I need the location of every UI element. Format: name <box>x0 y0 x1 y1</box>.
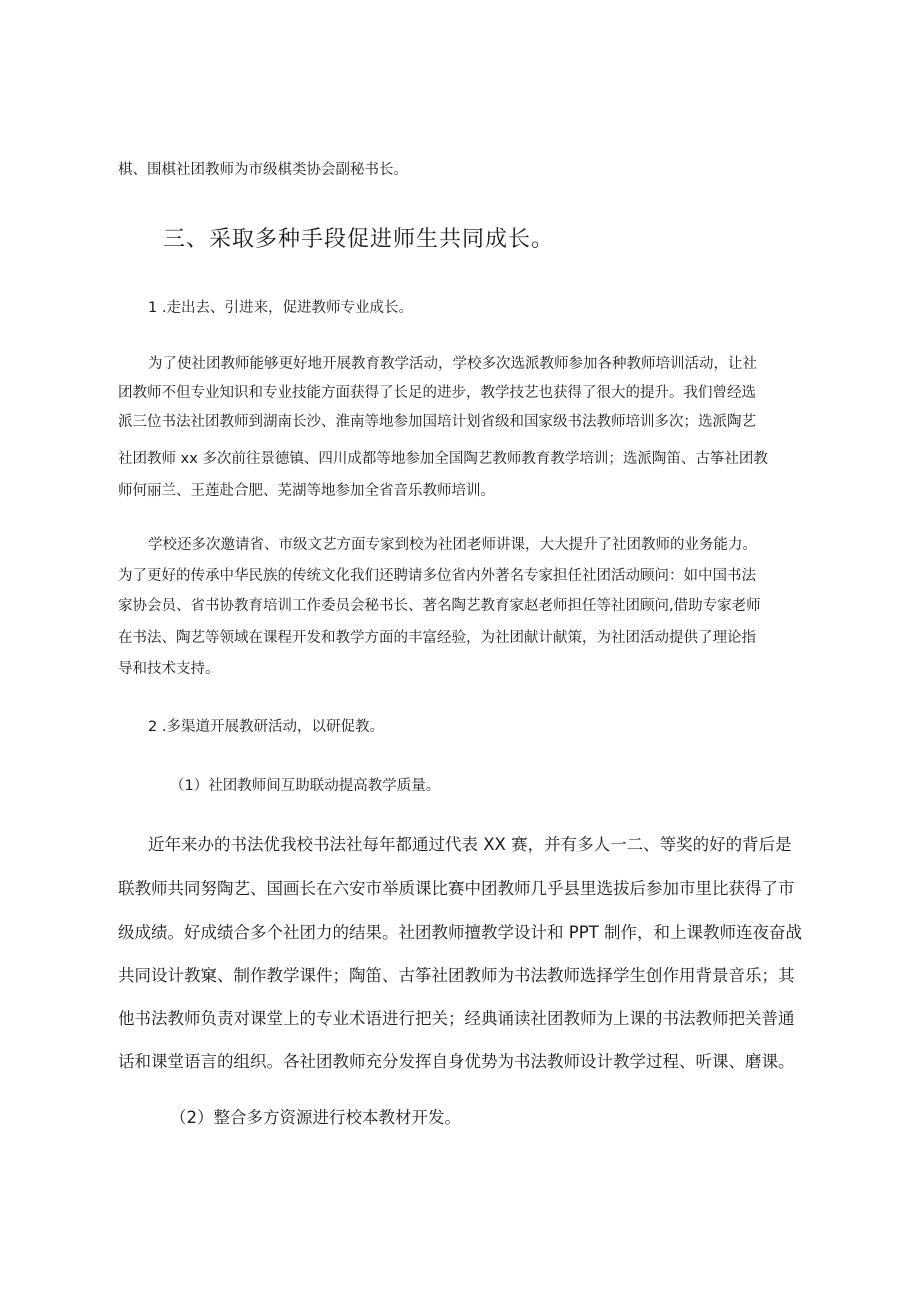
paragraph-line: 在书法、陶艺等领域在课程开发和教学方面的丰富经验，为社团献计献策，为社团活动提供了理论指 <box>118 630 756 646</box>
paragraph-line: 学校还多次邀请省、市级文艺方面专家到校为社团老师讲课，大大提升了社团教师的业务能力。 <box>148 537 757 553</box>
paragraph-line: 师何丽兰、王莲赴合肥、芜湖等地参加全省音乐教师培训。 <box>118 483 495 499</box>
sub-item-2-heading: （2）整合多方资源进行校本教材开发。 <box>170 1108 461 1127</box>
paragraph-line: 话和课堂语言的组织。各社团教师充分发挥自身优势为书法教师设计教学过程、听课、磨课。 <box>118 1052 795 1071</box>
paragraph-line: 他书法教师负责对课堂上的专业术语进行把关；经典诵读社团教师为上课的书法教师把关普通 <box>118 1009 795 1028</box>
continuation-line: 棋、围棋社团教师为市级棋类协会副秘书长。 <box>118 162 408 178</box>
paragraph-line: 近年来办的书法优我校书法社每年都通过代表 XX 赛，并有多人一二、等奖的好的背后是 <box>148 835 792 854</box>
paragraph-line: 团教师不但专业知识和专业技能方面获得了长足的进步，教学技艺也获得了很大的提升。我们曾经选 <box>118 385 756 401</box>
paragraph-line: 派三位书法社团教师到湖南长沙、淮南等地参加国培计划省级和国家级书法教师培训多次；选派陶艺 <box>118 414 756 430</box>
item-2-heading: 2 .多渠道开展教研活动，以研促教。 <box>148 719 384 735</box>
paragraph-line: 联教师共同努陶艺、国画长在六安市举质课比赛中团教师几乎县里选拔后参加市里比获得了市 <box>118 879 795 898</box>
section-heading: 三、采取多种手段促进师生共同成长。 <box>163 227 555 252</box>
paragraph-line: 社团教师 xx 多次前往景德镇、四川成都等地参加全国陶艺教师教育教学培训；选派陶笛、古筝社团教 <box>118 451 768 467</box>
sub-item-1-heading: （1）社团教师间互助联动提高教学质量。 <box>170 778 441 794</box>
paragraph-line: 共同设计教窠、制作教学课件；陶笛、古筝社团教师为书法教师选择学生创作用背景音乐；其 <box>118 966 795 985</box>
paragraph-line: 导和技术支持。 <box>118 661 220 677</box>
paragraph-line: 为了更好的传承中华民族的传统文化我们还聘请多位省内外著名专家担任社团活动顾问：如中国书法 <box>118 568 756 584</box>
item-1-heading: 1 .走出去、引进来，促进教师专业成长。 <box>148 300 413 316</box>
paragraph-line: 家协会员、省书协教育培训工作委员会秘书长、著名陶艺教育家赵老师担任等社团顾问,借助专家老师 <box>118 598 761 614</box>
paragraph-line: 级成绩。好成绩合多个社团力的结果。社团教师擅教学设计和 PPT 制作，和上课教师连夜奋战 <box>118 923 802 942</box>
paragraph-line: 为了使社团教师能够更好地开展教育教学活动，学校多次选派教师参加各种教师培训活动，让社 <box>148 356 757 372</box>
